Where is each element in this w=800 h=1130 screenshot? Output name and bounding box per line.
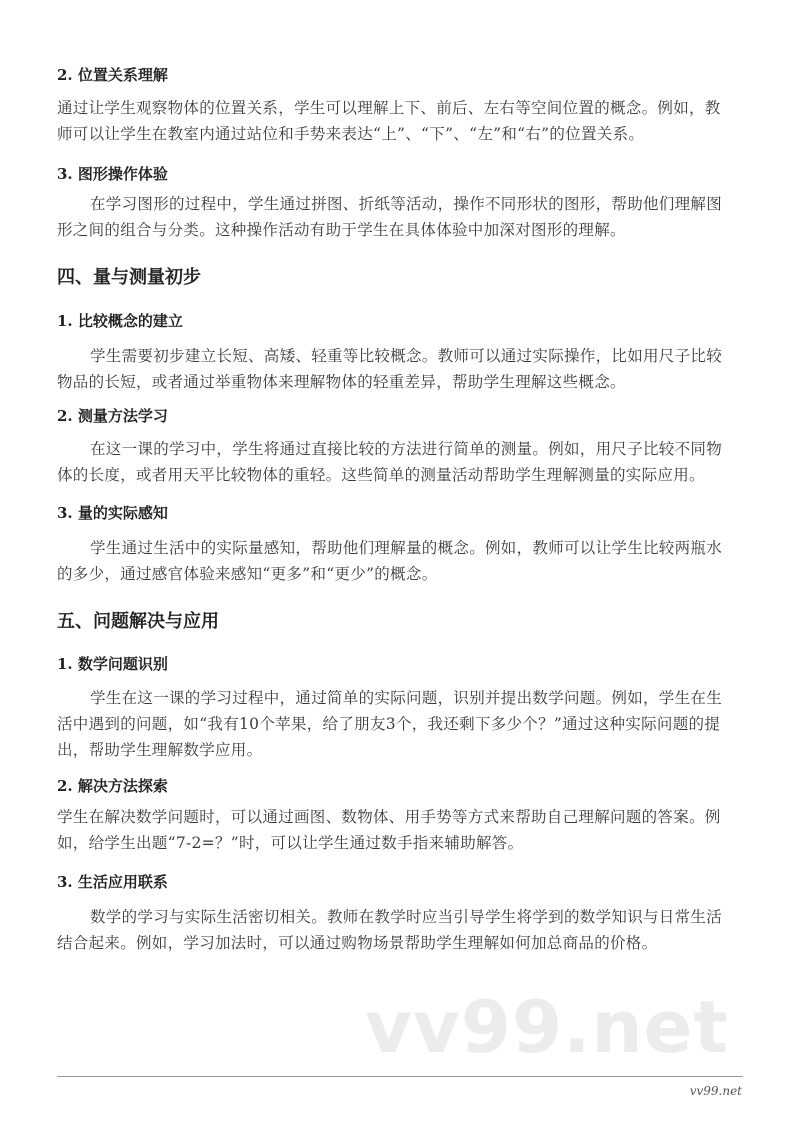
chapter-heading: 五、问题解决与应用 — [57, 611, 219, 632]
section-heading: 3. 量的实际感知 — [57, 504, 168, 522]
section-heading: 2. 解决方法探索 — [57, 777, 168, 795]
paragraph-line: 师可以让学生在教室内通过站位和手势来表达“上”、“下”、“左”和“右”的位置关系。 — [57, 125, 645, 143]
paragraph-line: 学生需要初步建立长短、高矮、轻重等比较概念。教师可以通过实际操作，比如用尺子比较 — [90, 347, 723, 365]
paragraph-line: 物品的长短，或者通过举重物体来理解物体的轻重差异，帮助学生理解这些概念。 — [57, 373, 626, 391]
watermark: vv99.net — [365, 985, 729, 1069]
section-heading: 3. 生活应用联系 — [57, 873, 168, 891]
paragraph-line: 学生在这一课的学习过程中，通过简单的实际问题，识别并提出数学问题。例如，学生在生 — [90, 689, 723, 707]
paragraph-line: 通过让学生观察物体的位置关系，学生可以理解上下、前后、左右等空间位置的概念。例如，教 — [57, 99, 721, 117]
paragraph-line: 活中遇到的问题，如“我有10个苹果，给了朋友3个，我还剩下多少个？”通过这种实际问题的提 — [57, 715, 721, 733]
paragraph-line: 在学习图形的过程中，学生通过拼图、折纸等活动，操作不同形状的图形，帮助他们理解图 — [90, 195, 723, 213]
paragraph-line: 数学的学习与实际生活密切相关。教师在教学时应当引导学生将学到的数学知识与日常生活 — [90, 908, 723, 926]
paragraph-line: 出，帮助学生理解数学应用。 — [57, 741, 263, 759]
paragraph-line: 的多少，通过感官体验来感知“更多”和“更少”的概念。 — [57, 565, 438, 583]
paragraph-line: 形之间的组合与分类。这种操作活动有助于学生在具体体验中加深对图形的理解。 — [57, 221, 626, 239]
paragraph-line: 结合起来。例如，学习加法时，可以通过购物场景帮助学生理解如何加总商品的价格。 — [57, 934, 658, 952]
chapter-heading: 四、量与测量初步 — [57, 267, 201, 288]
paragraph-line: 如，给学生出题“7-2=？”时，可以让学生通过数手指来辅助解答。 — [57, 834, 524, 852]
paragraph-line: 学生通过生活中的实际量感知，帮助他们理解量的概念。例如，教师可以让学生比较两瓶水 — [90, 539, 723, 557]
section-heading: 1. 数学问题识别 — [57, 655, 168, 673]
section-heading: 3. 图形操作体验 — [57, 165, 168, 183]
section-heading: 2. 测量方法学习 — [57, 407, 168, 425]
footer-divider — [57, 1076, 743, 1077]
footer-site-label: vv99.net — [689, 1084, 742, 1098]
paragraph-line: 在这一课的学习中，学生将通过直接比较的方法进行简单的测量。例如，用尺子比较不同物 — [90, 440, 723, 458]
section-heading: 2. 位置关系理解 — [57, 66, 168, 84]
paragraph-line: 体的长度，或者用天平比较物体的重轻。这些简单的测量活动帮助学生理解测量的实际应用。 — [57, 466, 705, 484]
paragraph-line: 学生在解决数学问题时，可以通过画图、数物体、用手势等方式来帮助自己理解问题的答案。例 — [57, 808, 721, 826]
section-heading: 1. 比较概念的建立 — [57, 312, 183, 330]
